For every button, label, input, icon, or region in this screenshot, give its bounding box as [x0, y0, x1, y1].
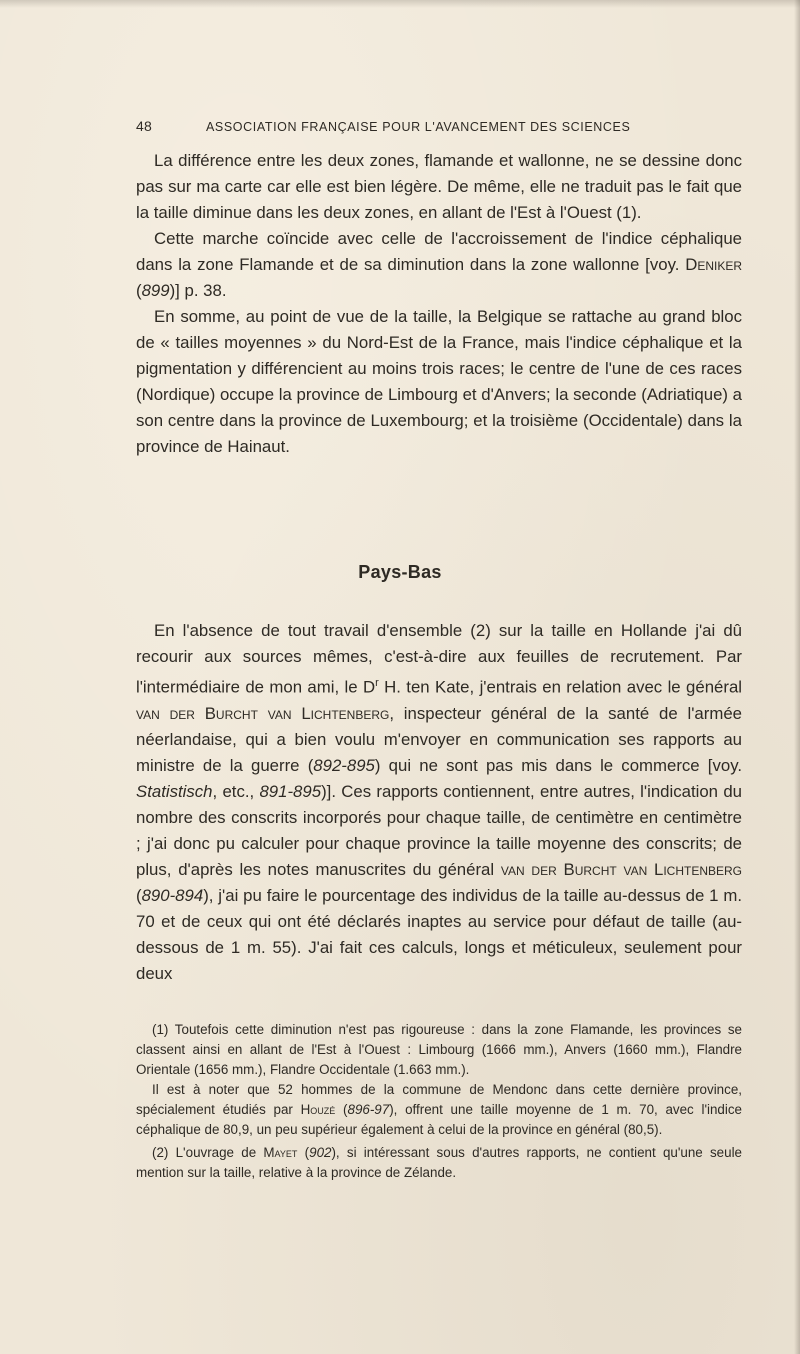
page-number: 48: [136, 118, 152, 134]
text-run: ), j'ai pu faire le pourcentage des individus de la taille au-dessus de 1 m. 70 et de ceux qui ont été déclarés inaptes au service pour défaut de taille (au-dessous de 1 m. 55). J'ai fait ces calculs, longs et méticuleux, seulement pour deux: [136, 885, 742, 983]
text-run: Houzé: [300, 1102, 336, 1117]
header-title: ASSOCIATION FRANÇAISE POUR L'AVANCEMENT DES SCIENCES: [206, 120, 631, 134]
text-run: 890-894: [141, 885, 204, 905]
text-run: ), offrent une taille moyenne de 1 m. 70, avec l'indice céphalique de 80,9, un peu supérieur également à celui de la province en général (80,5).: [136, 1102, 742, 1137]
text-run: van der Burcht van Lichtenberg: [500, 859, 742, 879]
text-run: Deniker: [685, 255, 742, 274]
page-right-edge: [794, 0, 800, 1354]
text-run: )] p. 38.: [169, 281, 227, 300]
paragraph: [136, 304, 742, 460]
text-run: , inspecteur général de la santé de l'armée néerlandaise, qui a bien voulu m'envoyer en communication ses rapports au ministre de la guerre (: [136, 703, 742, 775]
text-run: H. ten Kate, j'entrais en relation avec le général: [378, 677, 743, 697]
text-run: 899: [141, 281, 170, 300]
footnotes: [136, 1020, 742, 1183]
body-text-netherlands: [136, 618, 742, 987]
text-run: (: [297, 1145, 310, 1160]
text-run: r: [375, 677, 379, 689]
text-run: 902: [309, 1145, 332, 1160]
text-run: Statistisch: [136, 781, 213, 801]
text-run: Cette marche coïncide avec celle de l'accroissement de l'indice céphalique dans la zone Flamande et de sa diminution dans la zone wallonne [voy.: [136, 229, 742, 274]
section-heading: Pays-Bas: [358, 562, 442, 582]
text-run: )]. Ces rapports contiennent, entre autres, l'indication du nombre des conscrits incorporés pour chaque taille, de centimètre en centimètre ; j'ai donc pu calculer pour chaque province la taille moyenne des conscrits; de plus, d'après les notes manuscrites du général: [136, 781, 742, 879]
text-run: Mayet: [263, 1145, 298, 1160]
text-run: Il est à noter que 52 hommes de la commune de Mendonc dans cette dernière province, spécialement étudiés par: [136, 1082, 742, 1117]
text-run: En l'absence de tout travail d'ensemble (2) sur la taille en Hollande j'ai dû recourir aux sources mêmes, c'est-à-dire aux feuilles de recrutement. Par l'intermédiaire de mon ami, le D: [136, 621, 742, 697]
text-run: En somme, au point de vue de la taille, la Belgique se rattache au grand bloc de « tailles moyennes » du Nord-Est de la France, mais l'indice céphalique et la pigmentation y différencient au moins trois races; le centre de l'une de ces races (Nordique) occupe la province de Limbourg et d'Anvers; la seconde (Adriatique) a son centre dans la province de Luxembourg; et la troisième (Occidentale) dans la province de Hainaut.: [136, 307, 742, 456]
text-run: (: [335, 1102, 348, 1117]
footnote: [136, 1080, 742, 1140]
text-run: (1) Toutefois cette diminution n'est pas rigoureuse : dans la zone Flamande, les provinces se classent ainsi en allant de l'Est à l'Ouest : Limbourg (1666 mm.), Anvers (1660 mm.), Flandre Orientale (1656 mm.), Flandre Occidentale (1.663 mm.).: [136, 1022, 742, 1077]
text-run: ), si intéressant sous d'autres rapports, ne contient qu'une seule mention sur la taille, relative à la province de Zélande.: [136, 1145, 742, 1180]
text-run: ) qui ne sont pas mis dans le commerce [voy.: [374, 755, 743, 775]
page-top-shadow: [0, 0, 800, 8]
text-run: (: [136, 885, 142, 905]
text-run: La différence entre les deux zones, flamande et wallonne, ne se dessine donc pas sur ma carte car elle est bien légère. De même, elle ne traduit pas le fait que la taille diminue dans les deux zones, en allant de l'Est à l'Ouest (1).: [136, 151, 742, 222]
body-text-belgium: [136, 148, 742, 460]
text-run: , etc.,: [212, 781, 260, 801]
paragraph: [136, 226, 742, 304]
text-run: 892-895: [313, 755, 375, 775]
footnote: [136, 1143, 742, 1183]
text-run: 891-895: [259, 781, 322, 801]
running-header: [136, 118, 664, 140]
text-run: (2) L'ouvrage de: [152, 1145, 264, 1160]
paragraph: [136, 618, 742, 987]
paragraph: [136, 148, 742, 226]
text-run: (: [136, 281, 142, 300]
text-run: 896-97: [347, 1102, 390, 1117]
text-run: van der Burcht van Lichtenberg: [136, 703, 390, 723]
footnote: [136, 1020, 742, 1080]
